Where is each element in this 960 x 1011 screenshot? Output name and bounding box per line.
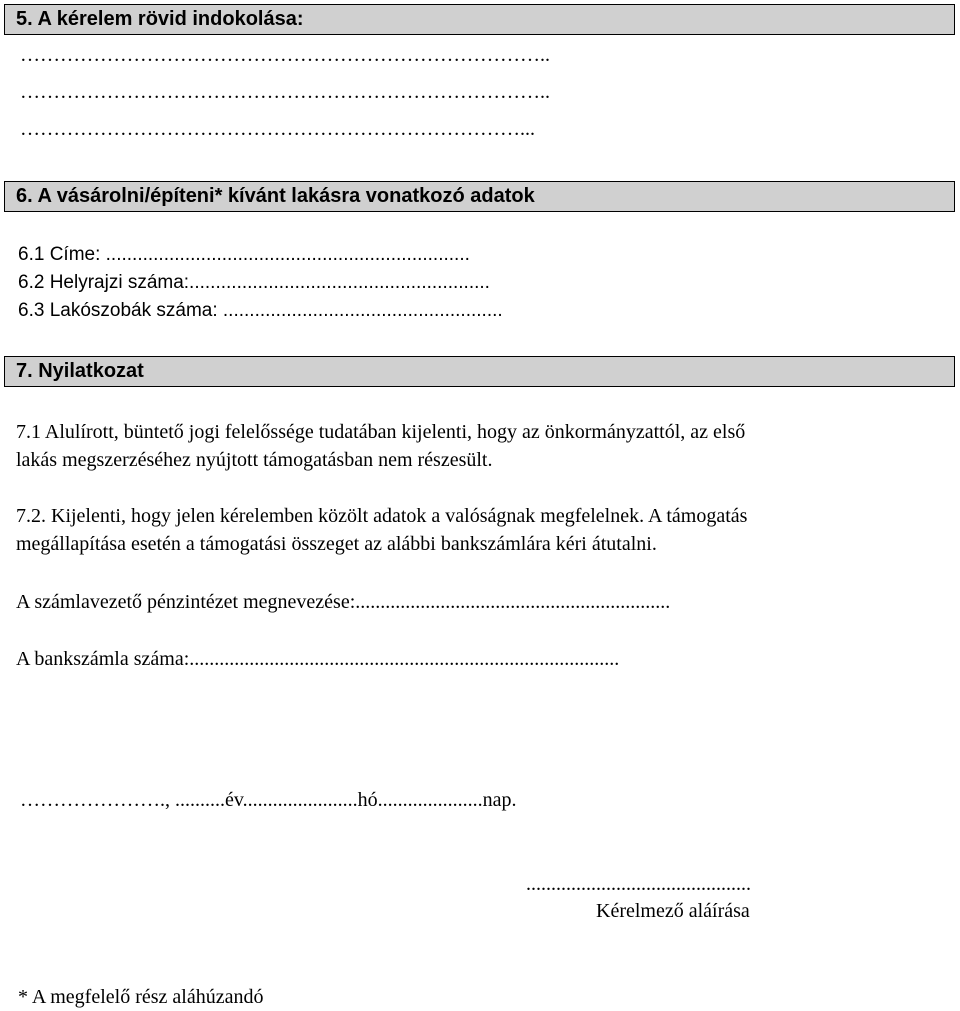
section-6-header (4, 181, 955, 212)
statement-7-1-line-1: 7.1 Alulírott, büntető jogi felelőssége tudatában kijelenti, hogy az önkormányzattól, az első (16, 421, 746, 443)
statement-7-2-line-1: 7.2. Kijelenti, hogy jelen kérelemben közölt adatok a valóságnak megfelelnek. A támogatás (16, 505, 748, 527)
address-field[interactable]: 6.1 Címe: ..................................................................... (18, 244, 470, 265)
statement-7-1-line-2: lakás megszerzéséhez nyújtott támogatásban nem részesült. (16, 449, 493, 471)
footnote: * A megfelelő rész aláhúzandó (18, 986, 264, 1008)
bank-account-field[interactable]: A bankszámla száma:...................................................................................... (16, 648, 620, 670)
signature-label: Kérelmező aláírása (596, 900, 750, 922)
section-7-title: 7. Nyilatkozat (16, 360, 144, 382)
date-line[interactable]: …………………., ..........év.......................hó.....................nap. (20, 789, 517, 811)
section-6-title: 6. A vásárolni/építeni* kívánt lakásra vonatkozó adatok (16, 185, 535, 207)
reason-dot-line-2[interactable]: …………………………………………………………………….. (20, 81, 550, 103)
rooms-count-field[interactable]: 6.3 Lakószobák száma: ..................................................... (18, 300, 503, 321)
section-7-header (4, 356, 955, 387)
reason-dot-line-3[interactable]: …………………………………………………………………... (20, 118, 535, 140)
bank-name-field[interactable]: A számlavezető pénzintézet megnevezése:............................................................... (16, 591, 671, 613)
section-5-title: 5. A kérelem rövid indokolása: (16, 8, 304, 30)
section-5-header (4, 4, 955, 35)
signature-dots[interactable]: ............................................. (526, 873, 751, 895)
land-registry-field[interactable]: 6.2 Helyrajzi száma:......................................................... (18, 272, 490, 293)
statement-7-2-line-2: megállapítása esetén a támogatási összeget az alábbi bankszámlára kéri átutalni. (16, 533, 657, 555)
reason-dot-line-1[interactable]: …………………………………………………………………….. (20, 44, 550, 66)
